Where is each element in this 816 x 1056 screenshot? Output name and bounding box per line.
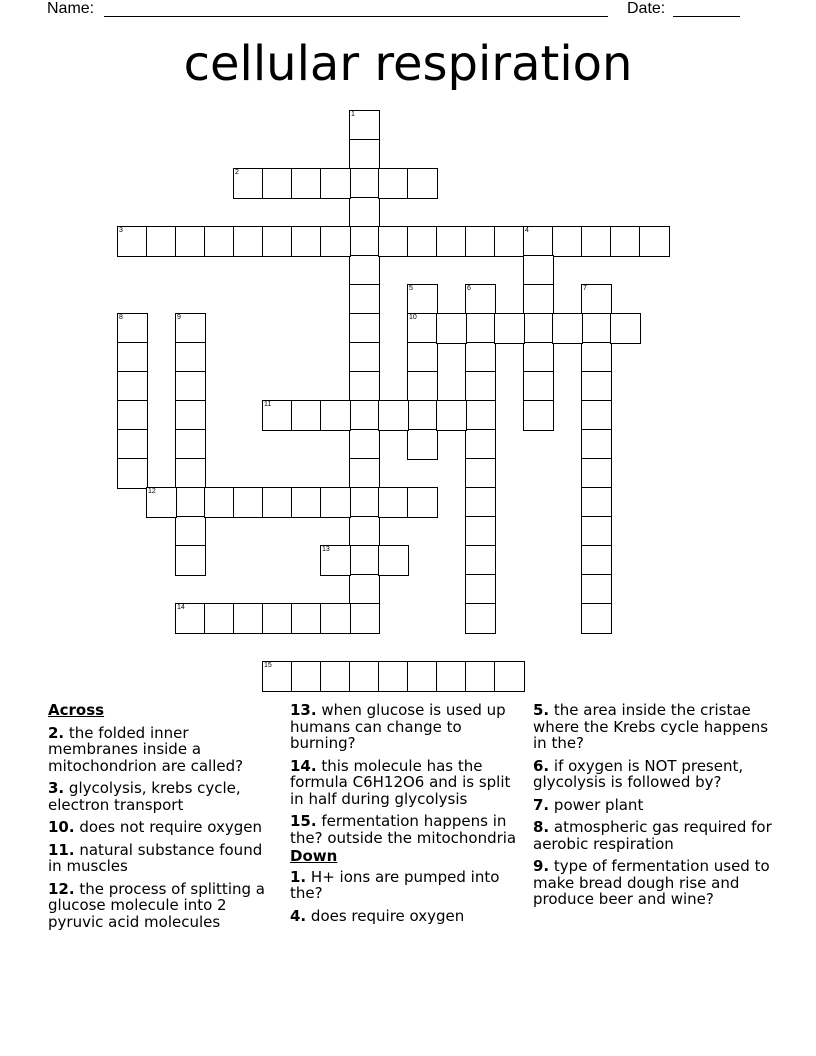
crossword-cell[interactable]: [291, 487, 322, 518]
crossword-cell[interactable]: [349, 458, 380, 489]
clue-down: [533, 858, 773, 908]
crossword-cell[interactable]: [494, 313, 525, 344]
clue-number: 14.: [290, 756, 317, 775]
crossword-cell[interactable]: [465, 574, 496, 605]
crossword-cell[interactable]: [175, 371, 206, 402]
date-label: Date:: [627, 0, 666, 17]
crossword-cell[interactable]: [407, 429, 438, 460]
crossword-cell[interactable]: [407, 168, 438, 199]
crossword-cell[interactable]: [204, 487, 235, 518]
clue-number: 4.: [290, 906, 307, 925]
crossword-cell[interactable]: [581, 545, 612, 576]
clue-column-2: [290, 702, 522, 930]
clue-down: [533, 797, 773, 814]
crossword-cell[interactable]: [117, 342, 148, 373]
crossword-cell[interactable]: [523, 284, 554, 315]
crossword-cell[interactable]: [175, 487, 206, 518]
crossword-cell[interactable]: [465, 400, 496, 431]
crossword-cell[interactable]: [175, 458, 206, 489]
crossword-cell[interactable]: [204, 226, 235, 257]
clue-number: 10.: [48, 818, 75, 836]
crossword-cell[interactable]: [349, 110, 380, 141]
crossword-cell[interactable]: [291, 400, 322, 431]
crossword-cell[interactable]: [349, 342, 380, 373]
clue-column-1: [48, 702, 276, 936]
clue-down: [533, 819, 773, 852]
crossword-cell[interactable]: [349, 545, 380, 576]
clue-across: [48, 819, 276, 836]
cell-number: 2: [235, 169, 239, 176]
crossword-cell[interactable]: [378, 545, 409, 576]
clue-number: 5.: [533, 701, 550, 719]
crossword-cell[interactable]: [233, 603, 264, 634]
crossword-cell[interactable]: [233, 226, 264, 257]
clue-text: the area inside the cristae where the Krebs cycle happens in the?: [533, 701, 769, 752]
crossword-cell[interactable]: [349, 371, 380, 402]
cell-number: 10: [409, 314, 417, 321]
crossword-cell[interactable]: [436, 226, 467, 257]
crossword-cell[interactable]: [465, 342, 496, 373]
crossword-cell[interactable]: [436, 400, 467, 431]
clue-text: fermentation happens in the? outside the mitochondria: [290, 812, 517, 847]
crossword-cell[interactable]: [581, 574, 612, 605]
clue-across: [48, 881, 276, 931]
clue-text: natural substance found in muscles: [48, 840, 263, 875]
crossword-cell[interactable]: [349, 255, 380, 286]
clue-text: glycolysis, krebs cycle, electron transport: [48, 779, 241, 814]
clue-number: 1.: [290, 867, 307, 886]
crossword-cell[interactable]: [320, 400, 351, 431]
clue-down: [290, 869, 522, 902]
clue-across: [290, 702, 522, 752]
crossword-cell[interactable]: [581, 226, 612, 257]
page-title: cellular respiration: [183, 36, 633, 92]
crossword-cell[interactable]: [349, 429, 380, 460]
clue-text: this molecule has the formula C6H12O6 and is split in half during glycolysis: [290, 756, 511, 808]
crossword-cell[interactable]: [581, 342, 612, 373]
crossword-cell[interactable]: [291, 661, 322, 692]
crossword-cell[interactable]: [581, 284, 612, 315]
crossword-cell[interactable]: [117, 313, 148, 344]
crossword-cell[interactable]: [581, 458, 612, 489]
crossword-cell[interactable]: [262, 400, 293, 431]
clue-down: [533, 758, 773, 791]
crossword-cell[interactable]: [378, 168, 409, 199]
across-heading: Across: [48, 701, 105, 719]
crossword-cell[interactable]: [117, 226, 148, 257]
crossword-cell[interactable]: [349, 168, 380, 199]
crossword-cell[interactable]: [233, 487, 264, 518]
crossword-cell[interactable]: [465, 458, 496, 489]
crossword-cell[interactable]: [349, 661, 380, 692]
clue-text: power plant: [553, 795, 644, 814]
crossword-cell[interactable]: [465, 371, 496, 402]
crossword-cell[interactable]: [320, 545, 351, 576]
cell-number: 15: [264, 662, 272, 669]
crossword-cell[interactable]: [349, 574, 380, 605]
crossword-cell[interactable]: [407, 313, 438, 344]
crossword-cell[interactable]: [146, 487, 177, 518]
crossword-cell[interactable]: [175, 400, 206, 431]
crossword-cell[interactable]: [610, 313, 641, 344]
crossword-cell[interactable]: [291, 603, 322, 634]
clue-number: 9.: [533, 857, 550, 875]
clue-number: 7.: [533, 795, 550, 814]
clue-text: the folded inner membranes inside a mitochondrion are called?: [48, 723, 244, 775]
crossword-cell[interactable]: [378, 661, 409, 692]
crossword-cell[interactable]: [465, 516, 496, 547]
crossword-cell[interactable]: [175, 603, 206, 634]
crossword-cell[interactable]: [204, 603, 235, 634]
crossword-cell[interactable]: [291, 226, 322, 257]
crossword-cell[interactable]: [262, 168, 293, 199]
crossword-cell[interactable]: [523, 226, 554, 257]
crossword-cell[interactable]: [349, 603, 380, 634]
clue-text: H+ ions are pumped into the?: [290, 867, 500, 902]
crossword-cell[interactable]: [262, 661, 293, 692]
crossword-cell[interactable]: [436, 661, 467, 692]
cell-number: 8: [119, 314, 123, 321]
crossword-cell[interactable]: [581, 400, 612, 431]
crossword-cell[interactable]: [494, 226, 525, 257]
crossword-cell[interactable]: [465, 284, 496, 315]
clue-number: 15.: [290, 812, 317, 830]
clue-number: 8.: [533, 818, 550, 836]
crossword-cell[interactable]: [320, 226, 351, 257]
clue-text: atmospheric gas required for aerobic respiration: [533, 818, 772, 853]
crossword-cell[interactable]: [407, 371, 438, 402]
crossword-cell[interactable]: [523, 255, 554, 286]
crossword-cell[interactable]: [175, 342, 206, 373]
crossword-cell[interactable]: [349, 313, 380, 344]
clue-number: 3.: [48, 779, 65, 797]
clue-text: does require oxygen: [310, 906, 465, 925]
crossword-cell[interactable]: [378, 226, 409, 257]
clue-number: 11.: [48, 840, 75, 859]
crossword-cell[interactable]: [407, 400, 438, 431]
crossword-cell[interactable]: [523, 371, 554, 402]
crossword-cell[interactable]: [262, 603, 293, 634]
cell-number: 12: [148, 488, 156, 495]
crossword-cell[interactable]: [465, 487, 496, 518]
crossword-cell[interactable]: [349, 284, 380, 315]
clue-number: 2.: [48, 723, 65, 742]
clue-text: if oxygen is NOT present, glycolysis is followed by?: [533, 756, 744, 791]
clue-across: [290, 813, 522, 846]
crossword-cell[interactable]: [320, 661, 351, 692]
crossword-cell[interactable]: [407, 342, 438, 373]
crossword-cell[interactable]: [407, 226, 438, 257]
crossword-cell[interactable]: [465, 429, 496, 460]
crossword-cell[interactable]: [146, 226, 177, 257]
crossword-cell[interactable]: [465, 226, 496, 257]
crossword-cell[interactable]: [610, 226, 641, 257]
cell-number: 5: [409, 285, 413, 292]
cell-number: 7: [583, 285, 587, 292]
clue-column-3: [533, 702, 773, 914]
crossword-cell[interactable]: [581, 371, 612, 402]
crossword-cell[interactable]: [465, 661, 496, 692]
crossword-cell[interactable]: [291, 168, 322, 199]
crossword-cell[interactable]: [494, 661, 525, 692]
name-label: Name:: [47, 0, 95, 17]
crossword-cell[interactable]: [407, 661, 438, 692]
clue-text: type of fermentation used to make bread dough rise and produce beer and wine?: [533, 857, 770, 908]
crossword-cell[interactable]: [436, 313, 467, 344]
crossword-cell[interactable]: [523, 342, 554, 373]
crossword-cell[interactable]: [117, 458, 148, 489]
down-heading: Down: [290, 847, 338, 865]
crossword-cell[interactable]: [465, 313, 496, 344]
cell-number: 11: [264, 401, 272, 408]
clue-across: [48, 842, 276, 875]
crossword-cell[interactable]: [233, 168, 264, 199]
clue-across: [290, 758, 522, 808]
crossword-cell[interactable]: [552, 313, 583, 344]
cell-number: 14: [177, 604, 185, 611]
crossword-cell[interactable]: [581, 487, 612, 518]
crossword-cell[interactable]: [465, 603, 496, 634]
crossword-cell[interactable]: [581, 313, 612, 344]
cell-number: 1: [351, 111, 355, 118]
crossword-cell[interactable]: [465, 545, 496, 576]
clue-number: 13.: [290, 701, 317, 719]
clue-across: [48, 725, 276, 775]
crossword-cell[interactable]: [349, 487, 380, 518]
crossword-cell[interactable]: [407, 284, 438, 315]
clue-across: [48, 780, 276, 813]
crossword-cell[interactable]: [349, 400, 380, 431]
crossword-cell[interactable]: [349, 139, 380, 170]
crossword-cell[interactable]: [581, 603, 612, 634]
clue-number: 12.: [48, 879, 75, 898]
crossword-cell[interactable]: [175, 429, 206, 460]
crossword-cell[interactable]: [523, 400, 554, 431]
clue-text: when glucose is used up humans can change to burning?: [290, 701, 506, 752]
cell-number: 13: [322, 546, 330, 553]
crossword-cell[interactable]: [175, 545, 206, 576]
crossword-cell[interactable]: [262, 487, 293, 518]
cell-number: 6: [467, 285, 471, 292]
crossword-cell[interactable]: [378, 400, 409, 431]
crossword-cell[interactable]: [523, 313, 554, 344]
cell-number: 9: [177, 314, 181, 321]
crossword-cell[interactable]: [378, 487, 409, 518]
crossword-cell[interactable]: [552, 226, 583, 257]
clue-text: does not require oxygen: [79, 818, 263, 836]
crossword-cell[interactable]: [320, 168, 351, 199]
crossword-cell[interactable]: [117, 400, 148, 431]
crossword-cell[interactable]: [320, 487, 351, 518]
crossword-cell[interactable]: [581, 516, 612, 547]
crossword-cell[interactable]: [581, 429, 612, 460]
crossword-cell[interactable]: [349, 197, 380, 228]
crossword-cell[interactable]: [639, 226, 670, 257]
cell-number: 3: [119, 227, 123, 234]
crossword-cell[interactable]: [320, 603, 351, 634]
crossword-cell[interactable]: [175, 313, 206, 344]
crossword-cell[interactable]: [117, 371, 148, 402]
crossword-cell[interactable]: [175, 516, 206, 547]
crossword-cell[interactable]: [407, 487, 438, 518]
crossword-cell[interactable]: [262, 226, 293, 257]
clue-number: 6.: [533, 756, 550, 775]
crossword-cell[interactable]: [117, 429, 148, 460]
cell-number: 4: [525, 227, 529, 234]
crossword-cell[interactable]: [349, 226, 380, 257]
clue-text: the process of splitting a glucose molecule into 2 pyruvic acid molecules: [48, 879, 265, 931]
clue-down: [533, 702, 773, 752]
crossword-cell[interactable]: [349, 516, 380, 547]
crossword-cell[interactable]: [175, 226, 206, 257]
clue-down: [290, 908, 522, 925]
